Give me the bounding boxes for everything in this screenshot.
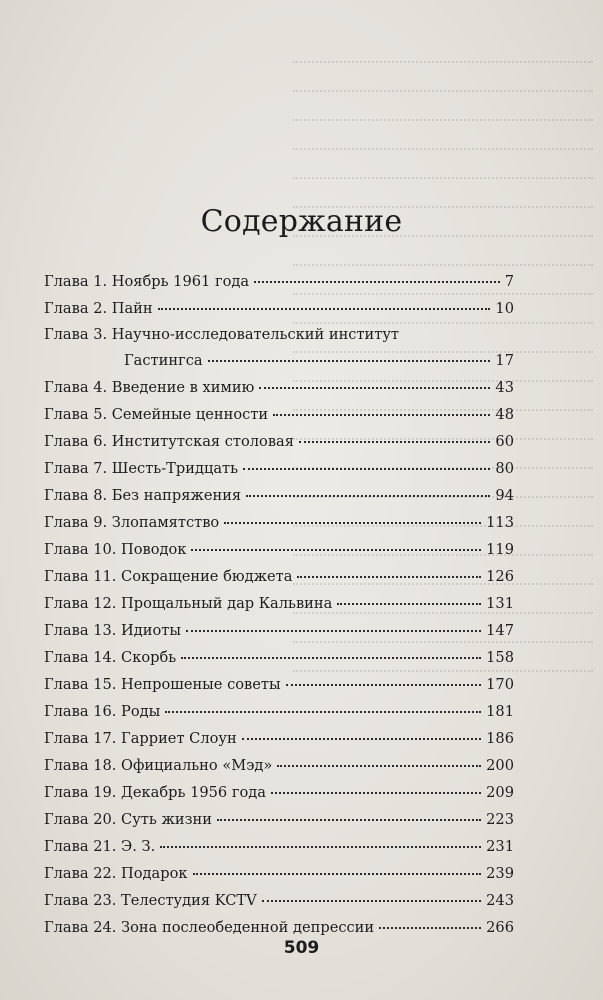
dot-leader	[243, 467, 490, 470]
chapter-page: 158	[486, 649, 514, 666]
toc-entry	[44, 725, 514, 752]
chapter-page: 80	[495, 460, 514, 477]
dot-leader	[379, 926, 481, 929]
chapter-title: Глава 8. Без напряжения	[44, 487, 242, 504]
page-number: 509	[283, 938, 320, 958]
chapter-page: 10	[495, 300, 514, 317]
toc-entry	[44, 268, 514, 295]
toc-entry	[44, 401, 514, 428]
chapter-title: Глава 11. Сокращение бюджета	[44, 568, 293, 585]
chapter-page: 239	[486, 865, 514, 882]
chapter-title: Глава 13. Идиоты	[44, 622, 181, 639]
chapter-title: Глава 12. Прощальный дар Кальвина	[44, 595, 333, 612]
toc-entry	[44, 322, 514, 347]
chapter-title: Глава 24. Зона послеобеденной депрессии	[44, 919, 375, 936]
toc-entry	[44, 617, 514, 644]
chapter-title: Глава 15. Непрошеные советы	[44, 676, 281, 693]
toc-entry	[44, 698, 514, 725]
chapter-title-continuation: Гастингса	[124, 352, 203, 369]
chapter-page: 7	[504, 273, 514, 290]
table-of-contents	[44, 268, 514, 941]
toc-entry	[44, 671, 514, 698]
chapter-page: 209	[486, 784, 514, 801]
dot-leader	[337, 602, 481, 605]
dot-leader	[242, 737, 481, 740]
toc-entry	[44, 295, 514, 322]
chapter-title: Глава 5. Семейные ценности	[44, 406, 269, 423]
dot-leader	[224, 521, 481, 524]
toc-entry	[44, 482, 514, 509]
chapter-title: Глава 16. Роды	[44, 703, 161, 720]
chapter-title: Глава 18. Официально «Мэд»	[44, 757, 273, 774]
dot-leader	[193, 872, 482, 875]
chapter-title: Глава 7. Шесть-Тридцать	[44, 460, 239, 477]
dot-leader	[158, 307, 491, 310]
chapter-page: 231	[486, 838, 514, 855]
toc-entry	[44, 509, 514, 536]
toc-entry	[44, 860, 514, 887]
chapter-title: Глава 17. Гарриет Слоун	[44, 730, 237, 747]
page-title: Содержание	[200, 204, 403, 239]
chapter-page: 131	[486, 595, 514, 612]
toc-entry	[44, 806, 514, 833]
dot-leader	[217, 818, 481, 821]
toc-entry	[44, 428, 514, 455]
chapter-title: Глава 20. Суть жизни	[44, 811, 213, 828]
chapter-title: Глава 3. Научно-исследовательский институт	[44, 326, 400, 343]
dot-leader	[160, 845, 481, 848]
chapter-page: 48	[495, 406, 514, 423]
dot-leader	[181, 656, 481, 659]
chapter-title: Глава 10. Поводок	[44, 541, 187, 558]
toc-entry	[44, 455, 514, 482]
dot-leader	[254, 280, 500, 283]
dot-leader	[299, 440, 490, 443]
chapter-page: 200	[486, 757, 514, 774]
chapter-page: 43	[495, 379, 514, 396]
chapter-page: 243	[486, 892, 514, 909]
toc-entry	[44, 752, 514, 779]
chapter-page: 126	[486, 568, 514, 585]
chapter-title: Глава 6. Институтская столовая	[44, 433, 294, 450]
chapter-page: 94	[495, 487, 514, 504]
dot-leader	[191, 548, 481, 551]
chapter-title: Глава 14. Скорбь	[44, 649, 177, 666]
chapter-page: 60	[495, 433, 514, 450]
dot-leader	[262, 899, 481, 902]
dot-leader	[273, 413, 490, 416]
dot-leader	[246, 494, 490, 497]
chapter-title: Глава 19. Декабрь 1956 года	[44, 784, 266, 801]
dot-leader	[297, 575, 481, 578]
chapter-title: Глава 23. Телестудия KCTV	[44, 892, 257, 909]
toc-entry	[44, 644, 514, 671]
chapter-page: 17	[495, 352, 514, 369]
chapter-page: 181	[486, 703, 514, 720]
dot-leader	[165, 710, 481, 713]
toc-entry	[44, 833, 514, 860]
dot-leader	[271, 791, 481, 794]
chapter-title: Глава 2. Пайн	[44, 300, 153, 317]
toc-entry	[44, 590, 514, 617]
dot-leader	[286, 683, 482, 686]
chapter-title: Глава 4. Введение в химию	[44, 379, 255, 396]
toc-entry	[44, 779, 514, 806]
chapter-page: 113	[486, 514, 514, 531]
chapter-page: 186	[486, 730, 514, 747]
toc-entry	[44, 914, 514, 941]
chapter-title: Глава 22. Подарок	[44, 865, 188, 882]
chapter-page: 147	[486, 622, 514, 639]
toc-entry-continuation	[44, 347, 514, 374]
toc-entry	[44, 374, 514, 401]
chapter-title: Глава 21. Э. З.	[44, 838, 156, 855]
toc-entry	[44, 536, 514, 563]
toc-entry	[44, 887, 514, 914]
toc-entry	[44, 563, 514, 590]
chapter-page: 170	[486, 676, 514, 693]
dot-leader	[259, 386, 490, 389]
chapter-page: 119	[486, 541, 514, 558]
chapter-title: Глава 1. Ноябрь 1961 года	[44, 273, 250, 290]
chapter-page: 266	[486, 919, 514, 936]
dot-leader	[208, 359, 491, 362]
chapter-page: 223	[486, 811, 514, 828]
dot-leader	[186, 629, 481, 632]
dot-leader	[277, 764, 481, 767]
chapter-title: Глава 9. Злопамятство	[44, 514, 220, 531]
